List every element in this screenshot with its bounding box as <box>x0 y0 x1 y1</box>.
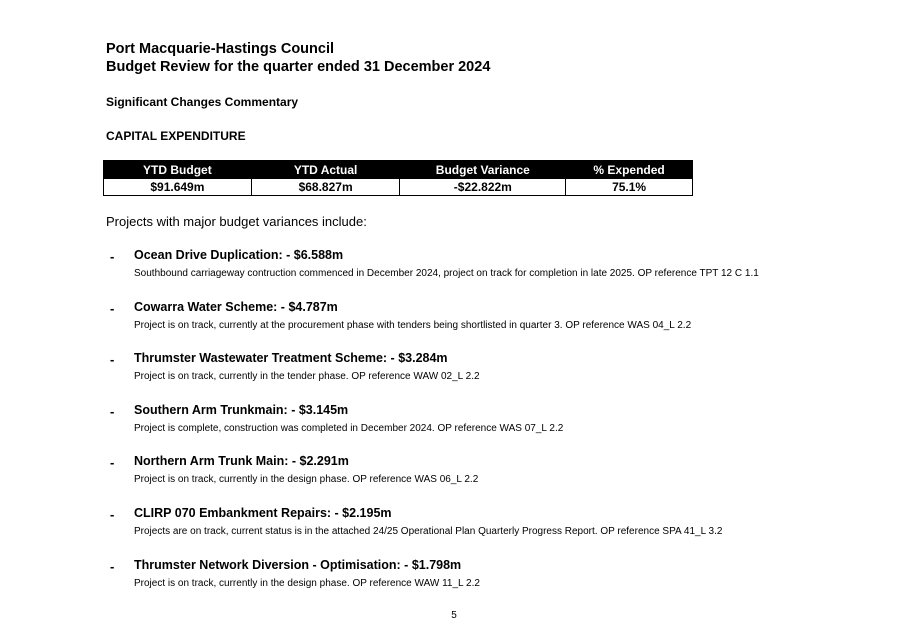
project-title: Northern Arm Trunk Main: - $2.291m <box>134 454 349 469</box>
project-title: Thrumster Wastewater Treatment Scheme: - $3.284m <box>134 351 448 366</box>
list-item <box>106 454 866 506</box>
list-item <box>106 506 866 558</box>
commentary-heading: Significant Changes Commentary <box>106 95 299 109</box>
project-description: Southbound carriageway contruction commenced in December 2024, project on track for completion in late 2025. OP reference TPT 12 C 1.1 <box>134 268 759 279</box>
category-heading: CAPITAL EXPENDITURE <box>106 129 246 143</box>
bullet-dash: - <box>110 506 115 522</box>
project-list <box>106 248 866 609</box>
page-number: 5 <box>451 610 457 621</box>
bullet-dash: - <box>110 455 115 471</box>
value-budget-variance: -$22.822m <box>400 179 566 196</box>
project-description: Project is on track, currently in the design phase. OP reference WAS 06_L 2.2 <box>134 474 479 486</box>
bullet-dash: - <box>110 558 115 574</box>
project-description: Projects are on track, current status is in the attached 24/25 Operational Plan Quarterly Progress Report. OP reference SPA 41_L 3.2 <box>134 525 723 537</box>
bullet-dash: - <box>110 249 115 264</box>
header-ytd-budget: YTD Budget <box>104 161 252 179</box>
bullet-dash: - <box>110 403 115 419</box>
document-title <box>106 40 490 76</box>
report-title: Budget Review for the quarter ended 31 December 2024 <box>106 59 491 75</box>
project-title: Cowarra Water Scheme: - $4.787m <box>134 299 338 314</box>
project-description: Project is on track, currently in the design phase. OP reference WAW 11_L 2.2 <box>134 577 480 589</box>
summary-table <box>103 160 693 196</box>
header-percent-expended: % Expended <box>566 161 693 179</box>
bullet-dash: - <box>110 300 115 316</box>
list-item <box>106 558 866 610</box>
list-item <box>106 403 866 455</box>
value-ytd-budget: $91.649m <box>104 179 252 196</box>
summary-value-row <box>104 179 693 196</box>
list-item <box>106 351 866 403</box>
header-budget-variance: Budget Variance <box>400 161 566 179</box>
value-ytd-actual: $68.827m <box>251 179 400 196</box>
project-description: Project is on track, currently at the procurement phase with tenders being shortlisted in quarter 3. OP reference WAS 04_L 2.2 <box>134 319 692 331</box>
project-title: CLIRP 070 Embankment Repairs: - $2.195m <box>134 505 392 520</box>
list-item <box>106 300 866 352</box>
council-name: Port Macquarie-Hastings Council <box>106 41 335 57</box>
project-title: Ocean Drive Duplication: - $6.588m <box>134 248 344 262</box>
summary-header-row <box>104 161 693 179</box>
header-ytd-actual: YTD Actual <box>251 161 400 179</box>
list-item <box>106 248 866 300</box>
intro-text: Projects with major budget variances include: <box>106 214 367 229</box>
value-percent-expended: 75.1% <box>566 179 693 196</box>
bullet-dash: - <box>110 352 115 368</box>
project-title: Southern Arm Trunkmain: - $3.145m <box>134 402 349 417</box>
project-description: Project is on track, currently in the tender phase. OP reference WAW 02_L 2.2 <box>134 371 480 383</box>
project-description: Project is complete, construction was completed in December 2024. OP reference WAS 07_L 2.2 <box>134 422 564 434</box>
project-title: Thrumster Network Diversion - Optimisation: - $1.798m <box>134 557 462 572</box>
